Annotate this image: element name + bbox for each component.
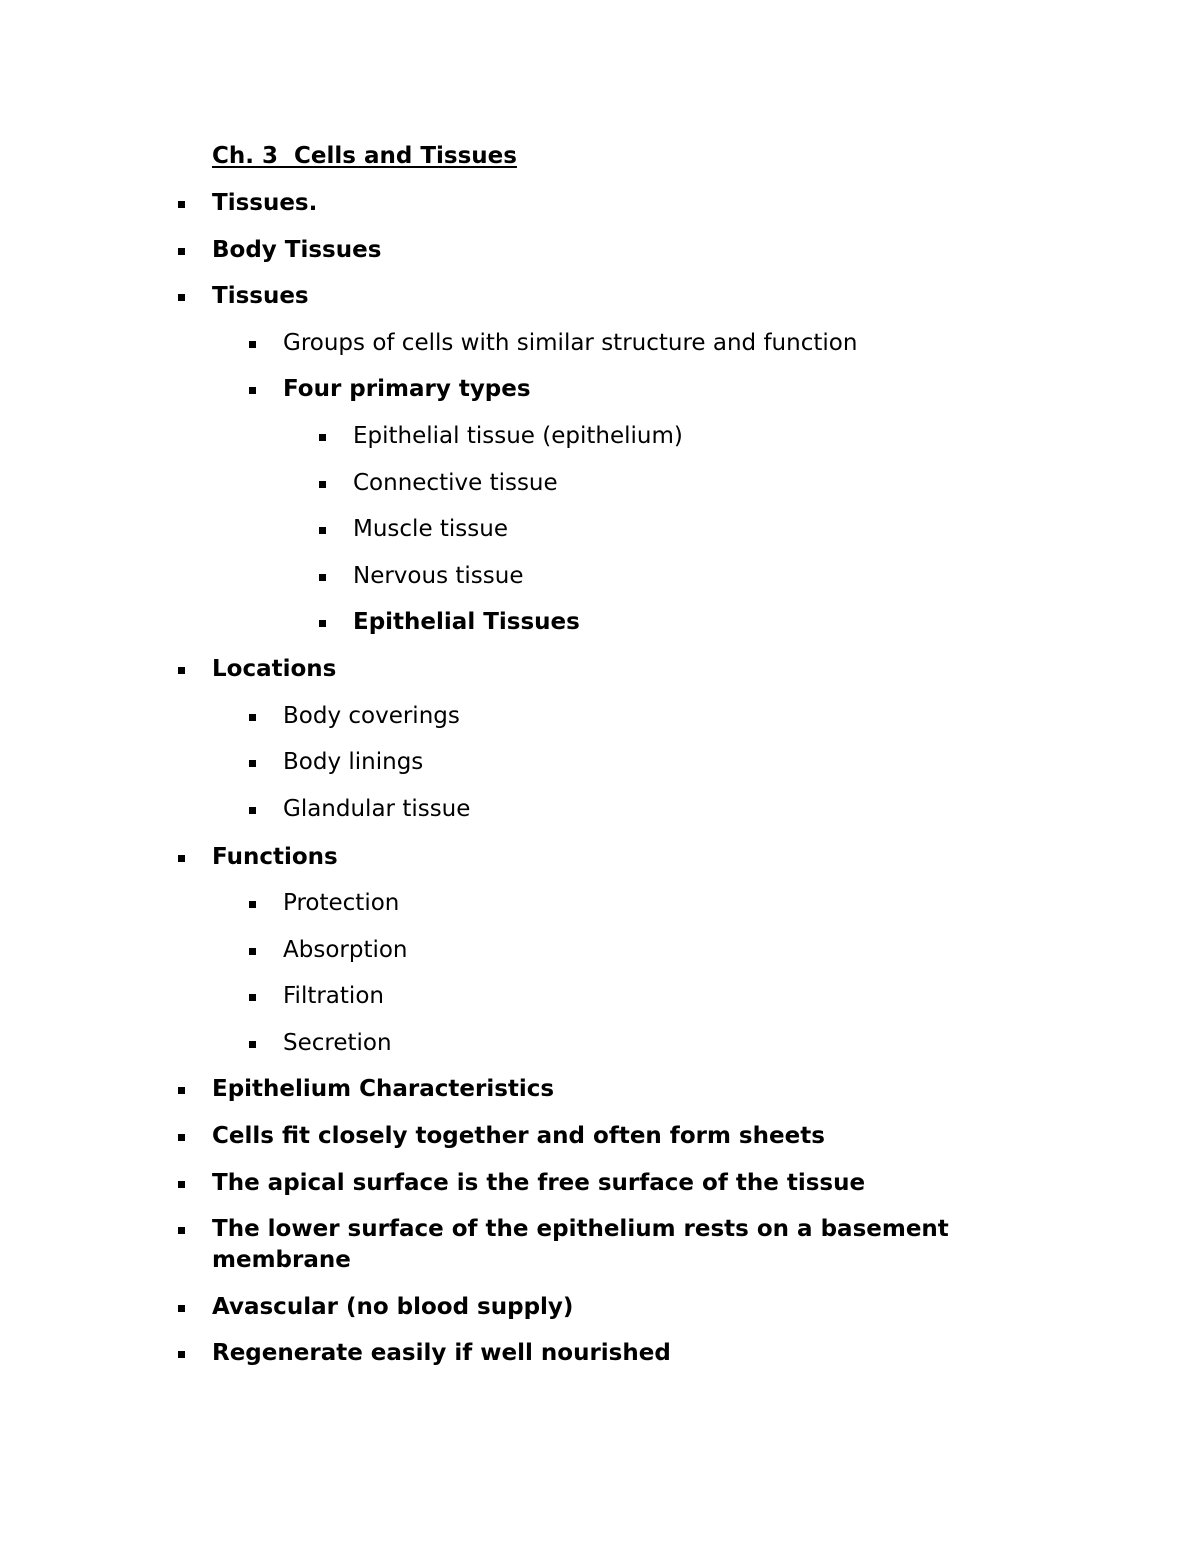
bullet-icon <box>249 901 256 908</box>
bullet-icon <box>178 248 185 255</box>
list-item-text: Tissues <box>212 283 309 309</box>
list-item-text: Four primary types <box>283 376 531 402</box>
bullet-icon <box>249 341 256 348</box>
bullet-icon <box>319 620 326 627</box>
bullet-icon <box>249 760 256 767</box>
list-item-text: Body linings <box>283 749 424 775</box>
list-item-text: Muscle tissue <box>353 516 509 542</box>
bullet-icon <box>178 855 185 862</box>
bullet-icon <box>178 294 185 301</box>
list-item-text: Glandular tissue <box>283 796 471 822</box>
bullet-icon <box>319 481 326 488</box>
list-item-text: Protection <box>283 890 400 916</box>
bullet-icon <box>178 1227 185 1234</box>
bullet-icon <box>178 1305 185 1312</box>
list-item-text: Secretion <box>283 1030 392 1056</box>
bullet-icon <box>178 1181 185 1188</box>
bullet-icon <box>178 1351 185 1358</box>
list-item-text: Locations <box>212 656 337 682</box>
bullet-icon <box>249 714 256 721</box>
list-item-text: Epithelial tissue (epithelium) <box>353 423 683 449</box>
list-item-text: Body Tissues <box>212 237 382 263</box>
bullet-icon <box>249 1041 256 1048</box>
list-item-text: Functions <box>212 844 338 870</box>
bullet-icon <box>249 387 256 394</box>
bullet-icon <box>319 434 326 441</box>
bullet-icon <box>319 574 326 581</box>
bullet-icon <box>249 807 256 814</box>
bullet-icon <box>178 1134 185 1141</box>
list-item-text: Nervous tissue <box>353 563 524 589</box>
list-item-text: Connective tissue <box>353 470 558 496</box>
bullet-icon <box>319 527 326 534</box>
list-item-text: Filtration <box>283 983 384 1009</box>
list-item-text: Cells fit closely together and often form sheets <box>212 1123 825 1149</box>
bullet-icon <box>178 1087 185 1094</box>
list-item-text: Regenerate easily if well nourished <box>212 1340 671 1366</box>
list-item-text: Absorption <box>283 937 408 963</box>
bullet-icon <box>249 994 256 1001</box>
list-item-text: Avascular (no blood supply) <box>212 1294 574 1320</box>
page-title: Ch. 3 Cells and Tissues <box>212 143 517 169</box>
list-item-text: Epithelial Tissues <box>353 609 580 635</box>
list-item-text: Body coverings <box>283 703 460 729</box>
bullet-icon <box>178 667 185 674</box>
bullet-icon <box>178 201 185 208</box>
list-item-text: Groups of cells with similar structure and function <box>283 330 858 356</box>
list-item-text: Epithelium Characteristics <box>212 1076 555 1102</box>
list-item-text: The apical surface is the free surface of the tissue <box>212 1170 866 1196</box>
list-item-text: The lower surface of the epithelium rests on a basement membrane <box>212 1216 949 1273</box>
bullet-icon <box>249 948 256 955</box>
list-item-text: Tissues. <box>212 190 318 216</box>
